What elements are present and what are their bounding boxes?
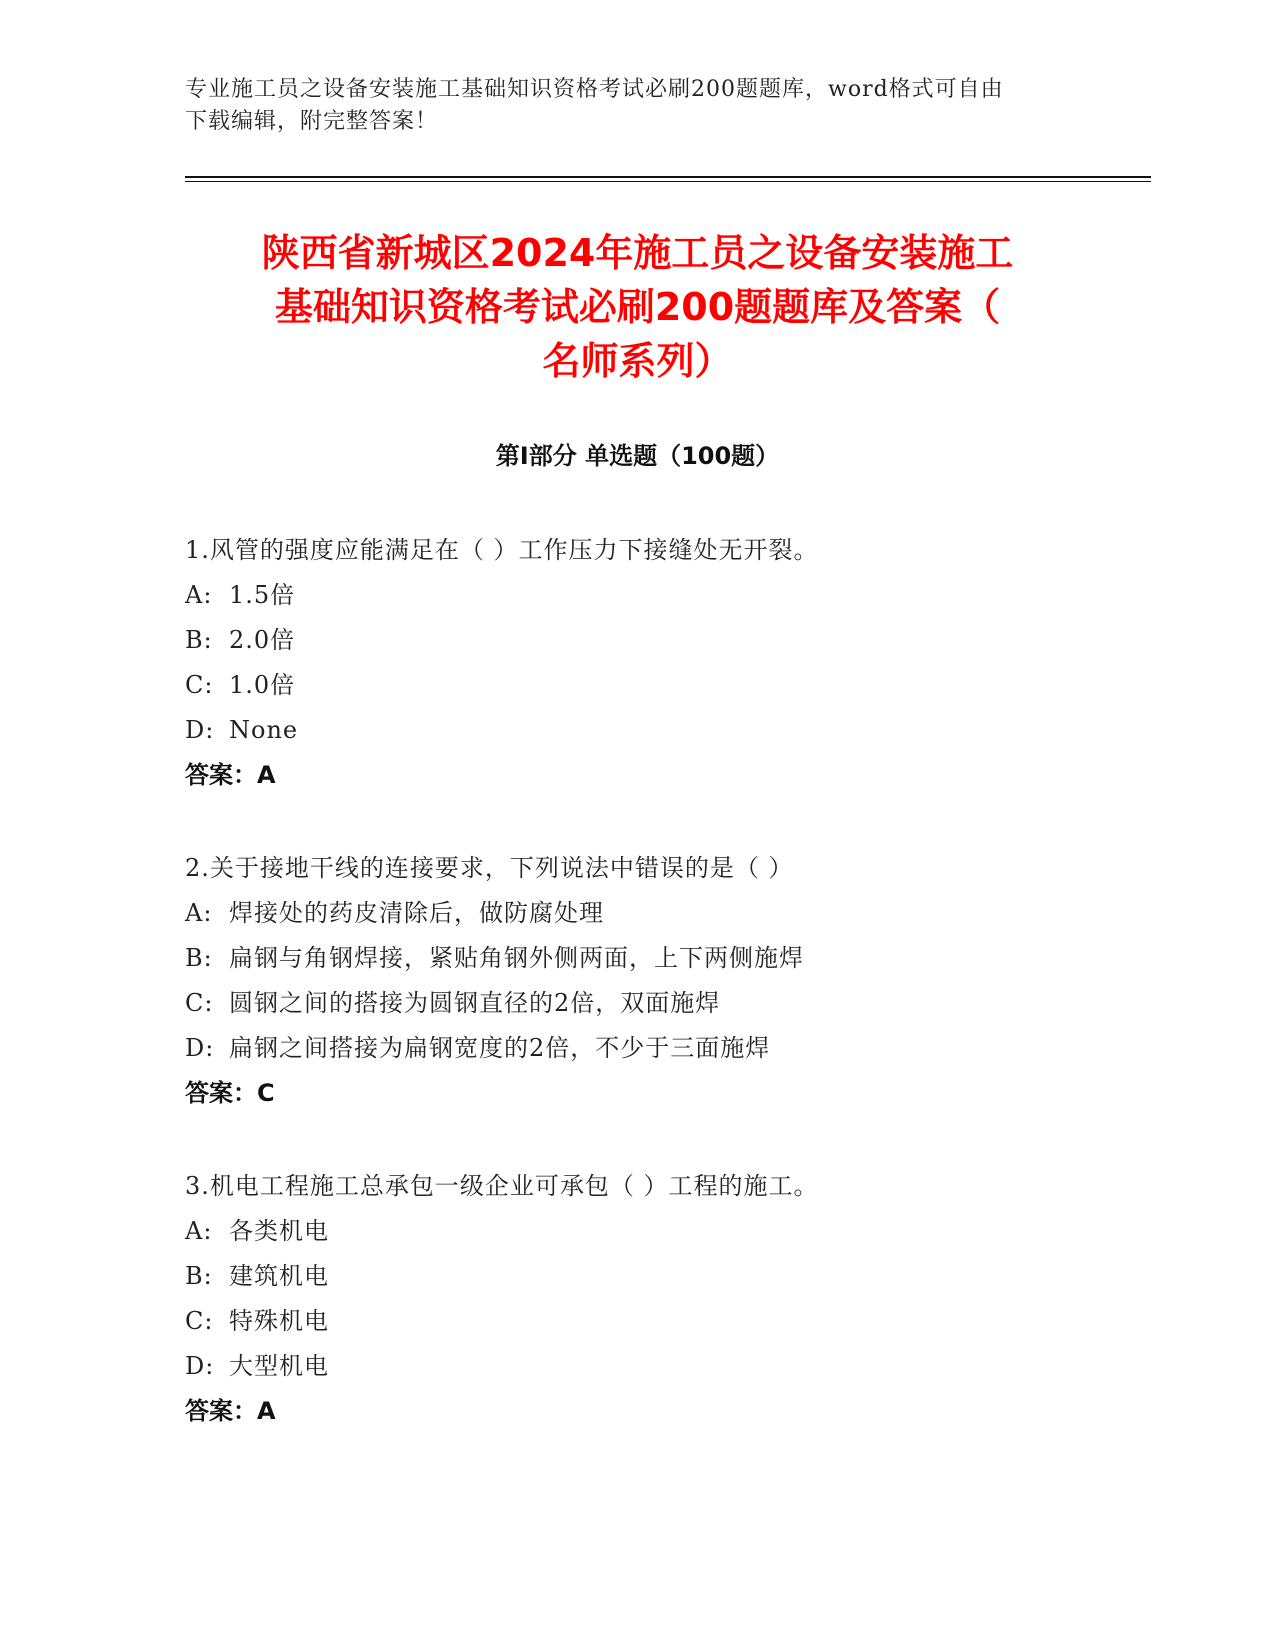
question-2 [185, 846, 1085, 1164]
answer-label: 答案：A [185, 1397, 276, 1425]
option-key: C: [185, 989, 214, 1017]
option-key: D: [185, 1034, 215, 1062]
intro-text [185, 74, 1085, 138]
option-b [185, 936, 1085, 981]
option-c [185, 663, 1085, 708]
option-d [185, 1026, 1085, 1071]
option-a [185, 891, 1085, 936]
option-b [185, 1254, 1085, 1299]
option-key: C: [185, 671, 214, 699]
option-text: 1.0倍 [229, 671, 296, 699]
option-a [185, 1209, 1085, 1254]
option-text: None [229, 716, 299, 744]
intro-line-1: 专业施工员之设备安装施工基础知识资格考试必刷200题题库，word格式可自由 [185, 77, 1004, 102]
option-key: D: [185, 716, 215, 744]
question-list [185, 528, 1085, 1482]
option-key: B: [185, 944, 213, 972]
header-divider-thin [185, 181, 1151, 182]
option-text: 扁钢与角钢焊接，紧贴角钢外侧两面，上下两侧施焊 [229, 944, 804, 972]
option-text: 焊接处的药皮清除后，做防腐处理 [229, 899, 604, 927]
document-title [150, 226, 1125, 388]
answer-label: 答案：A [185, 761, 276, 789]
option-text: 特殊机电 [229, 1307, 329, 1335]
option-key: A: [185, 899, 213, 927]
question-3 [185, 1164, 1085, 1482]
question-stem: 3.机电工程施工总承包一级企业可承包（ ）工程的施工。 [185, 1172, 819, 1200]
option-text: 圆钢之间的搭接为圆钢直径的2倍，双面施焊 [229, 989, 721, 1017]
option-text: 大型机电 [229, 1352, 329, 1380]
question-stem: 1.风管的强度应能满足在（ ）工作压力下接缝处无开裂。 [185, 536, 819, 564]
option-text: 各类机电 [229, 1217, 329, 1245]
option-key: D: [185, 1352, 215, 1380]
title-line-1: 陕西省新城区2024年施工员之设备安装施工 [261, 231, 1014, 275]
header-divider-thick [185, 176, 1151, 178]
option-key: C: [185, 1307, 214, 1335]
option-d [185, 708, 1085, 753]
option-key: A: [185, 581, 213, 609]
question-stem: 2.关于接地干线的连接要求，下列说法中错误的是（ ） [185, 854, 794, 882]
question-1 [185, 528, 1085, 846]
option-a [185, 573, 1085, 618]
section-heading: 第Ⅰ部分 单选题（100题） [495, 442, 780, 470]
option-d [185, 1344, 1085, 1389]
answer-label: 答案：C [185, 1079, 275, 1107]
option-key: B: [185, 1262, 213, 1290]
option-c [185, 981, 1085, 1026]
option-b [185, 618, 1085, 663]
title-line-2: 基础知识资格考试必刷200题题库及答案（ [274, 285, 1001, 329]
option-text: 1.5倍 [229, 581, 296, 609]
option-c [185, 1299, 1085, 1344]
option-key: B: [185, 626, 213, 654]
option-text: 建筑机电 [229, 1262, 329, 1290]
option-text: 2.0倍 [229, 626, 296, 654]
intro-line-2: 下载编辑，附完整答案！ [185, 109, 439, 134]
option-text: 扁钢之间搭接为扁钢宽度的2倍，不少于三面施焊 [229, 1034, 771, 1062]
title-line-3: 名师系列） [542, 339, 733, 383]
option-key: A: [185, 1217, 213, 1245]
